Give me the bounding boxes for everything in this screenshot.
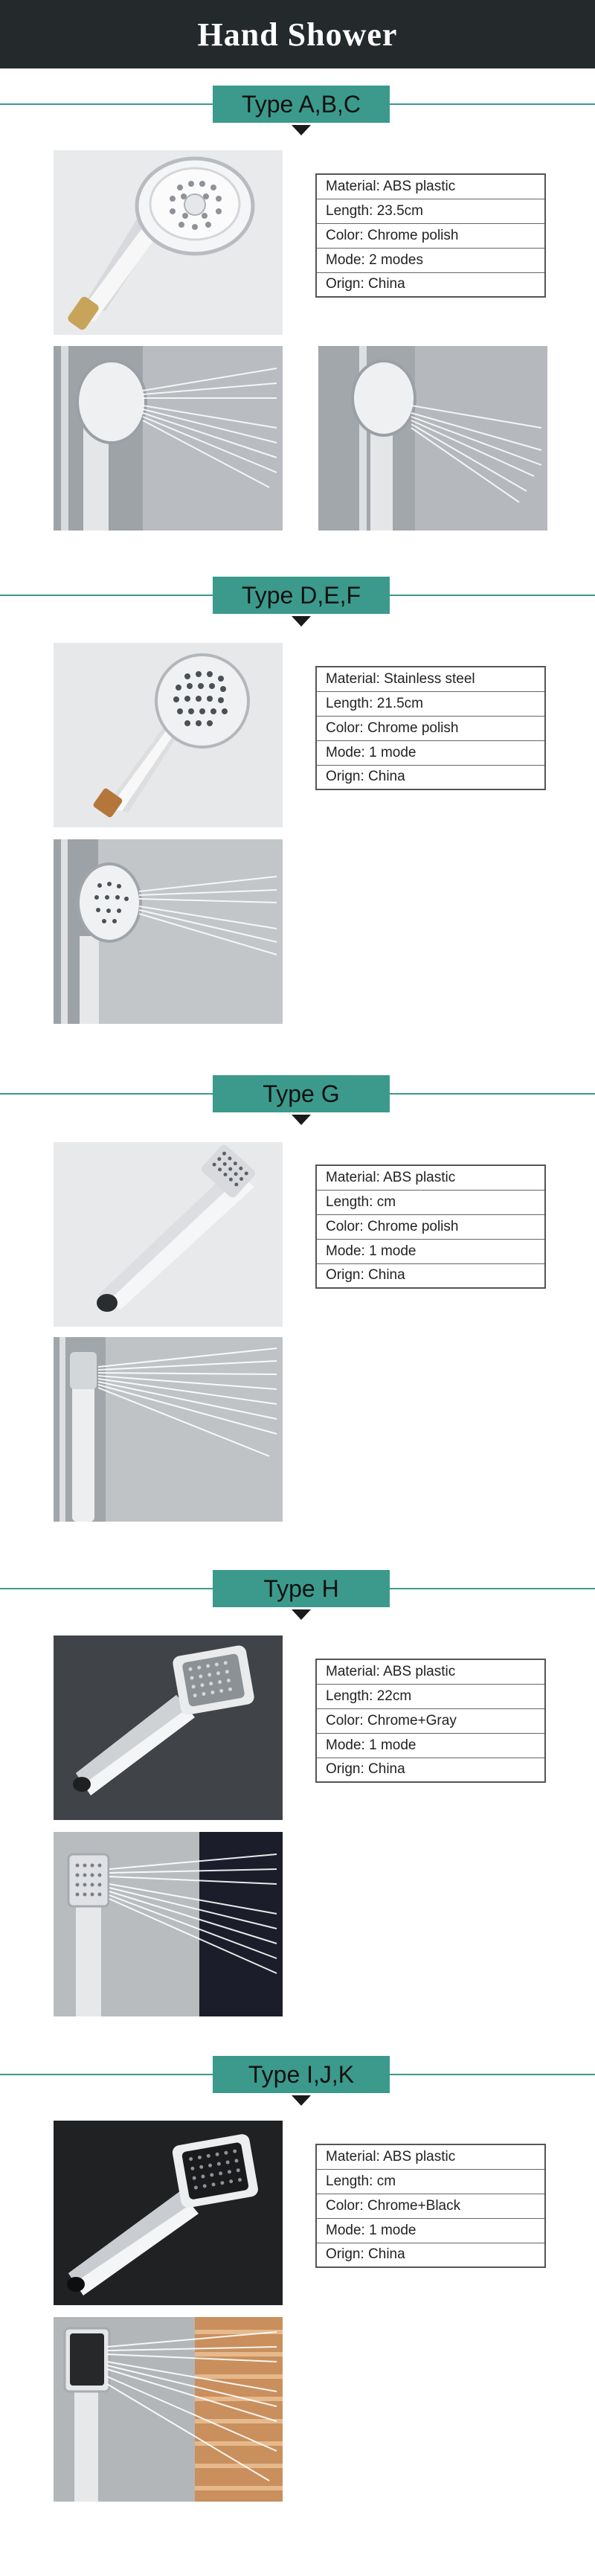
product-photo-square-black-shower: [54, 2121, 283, 2305]
spec-table-def: [315, 666, 546, 790]
spec-table-g: [315, 1164, 546, 1289]
spec-row-material: Material: ABS plastic: [316, 2144, 545, 2169]
spec-row-origin: Orign: China: [316, 1758, 545, 1782]
product-photo-steel-shower: [54, 643, 283, 827]
section-header-g: [0, 1071, 595, 1116]
spec-row-mode: Mode: 2 modes: [316, 248, 545, 272]
product-photo-spray-1: [54, 346, 283, 531]
section-header-h: [0, 1566, 595, 1611]
spec-row-length: Length: 23.5cm: [316, 199, 545, 223]
product-photo-stick-spray: [54, 1337, 283, 1522]
product-photo-square-gray-spray: [54, 1832, 283, 2016]
chevron-down-icon: [292, 616, 311, 627]
product-photo-spray-2: [318, 346, 547, 531]
spec-row-origin: Orign: China: [316, 272, 545, 297]
spec-row-material: Material: ABS plastic: [316, 1165, 545, 1190]
spec-table-abc: [315, 173, 546, 298]
spec-row-length: Length: 21.5cm: [316, 691, 545, 716]
chevron-down-icon: [292, 125, 311, 135]
spec-row-material: Material: ABS plastic: [316, 174, 545, 199]
product-photo-stick-shower: [54, 1142, 283, 1327]
spec-row-mode: Mode: 1 mode: [316, 2218, 545, 2243]
spec-table-h: [315, 1659, 546, 1783]
type-label: Type G: [213, 1075, 390, 1112]
chevron-down-icon: [292, 1609, 311, 1620]
spec-row-material: Material: ABS plastic: [316, 1659, 545, 1684]
spec-row-color: Color: Chrome polish: [316, 1214, 545, 1239]
spec-row-origin: Orign: China: [316, 1263, 545, 1288]
spec-row-color: Color: Chrome+Gray: [316, 1708, 545, 1733]
spec-row-origin: Orign: China: [316, 765, 545, 789]
spec-row-length: Length: cm: [316, 2169, 545, 2194]
section-header-ijk: [0, 2052, 595, 2097]
spec-row-mode: Mode: 1 mode: [316, 1239, 545, 1263]
section-header-abc: [0, 82, 595, 126]
page-header: [0, 0, 595, 68]
spec-row-origin: Orign: China: [316, 2243, 545, 2267]
type-label: Type H: [213, 1570, 390, 1607]
product-photo-square-gray-shower: [54, 1635, 283, 1820]
spec-table-ijk: [315, 2144, 546, 2268]
product-photo-steel-spray: [54, 839, 283, 1024]
spec-row-color: Color: Chrome polish: [316, 716, 545, 740]
spec-row-length: Length: 22cm: [316, 1684, 545, 1708]
spec-row-mode: Mode: 1 mode: [316, 740, 545, 765]
spec-row-mode: Mode: 1 mode: [316, 1733, 545, 1758]
spec-row-color: Color: Chrome polish: [316, 223, 545, 248]
type-label: Type I,J,K: [213, 2056, 390, 2093]
page-title: Hand Shower: [197, 16, 398, 53]
spec-row-color: Color: Chrome+Black: [316, 2194, 545, 2218]
product-photo-square-black-spray: [54, 2317, 283, 2502]
product-photo-round-shower: [54, 150, 283, 335]
chevron-down-icon: [292, 1115, 311, 1125]
section-header-def: [0, 573, 595, 618]
type-label: Type A,B,C: [213, 86, 390, 123]
spec-row-length: Length: cm: [316, 1190, 545, 1214]
chevron-down-icon: [292, 2095, 311, 2106]
type-label: Type D,E,F: [213, 577, 390, 614]
spec-row-material: Material: Stainless steel: [316, 667, 545, 691]
